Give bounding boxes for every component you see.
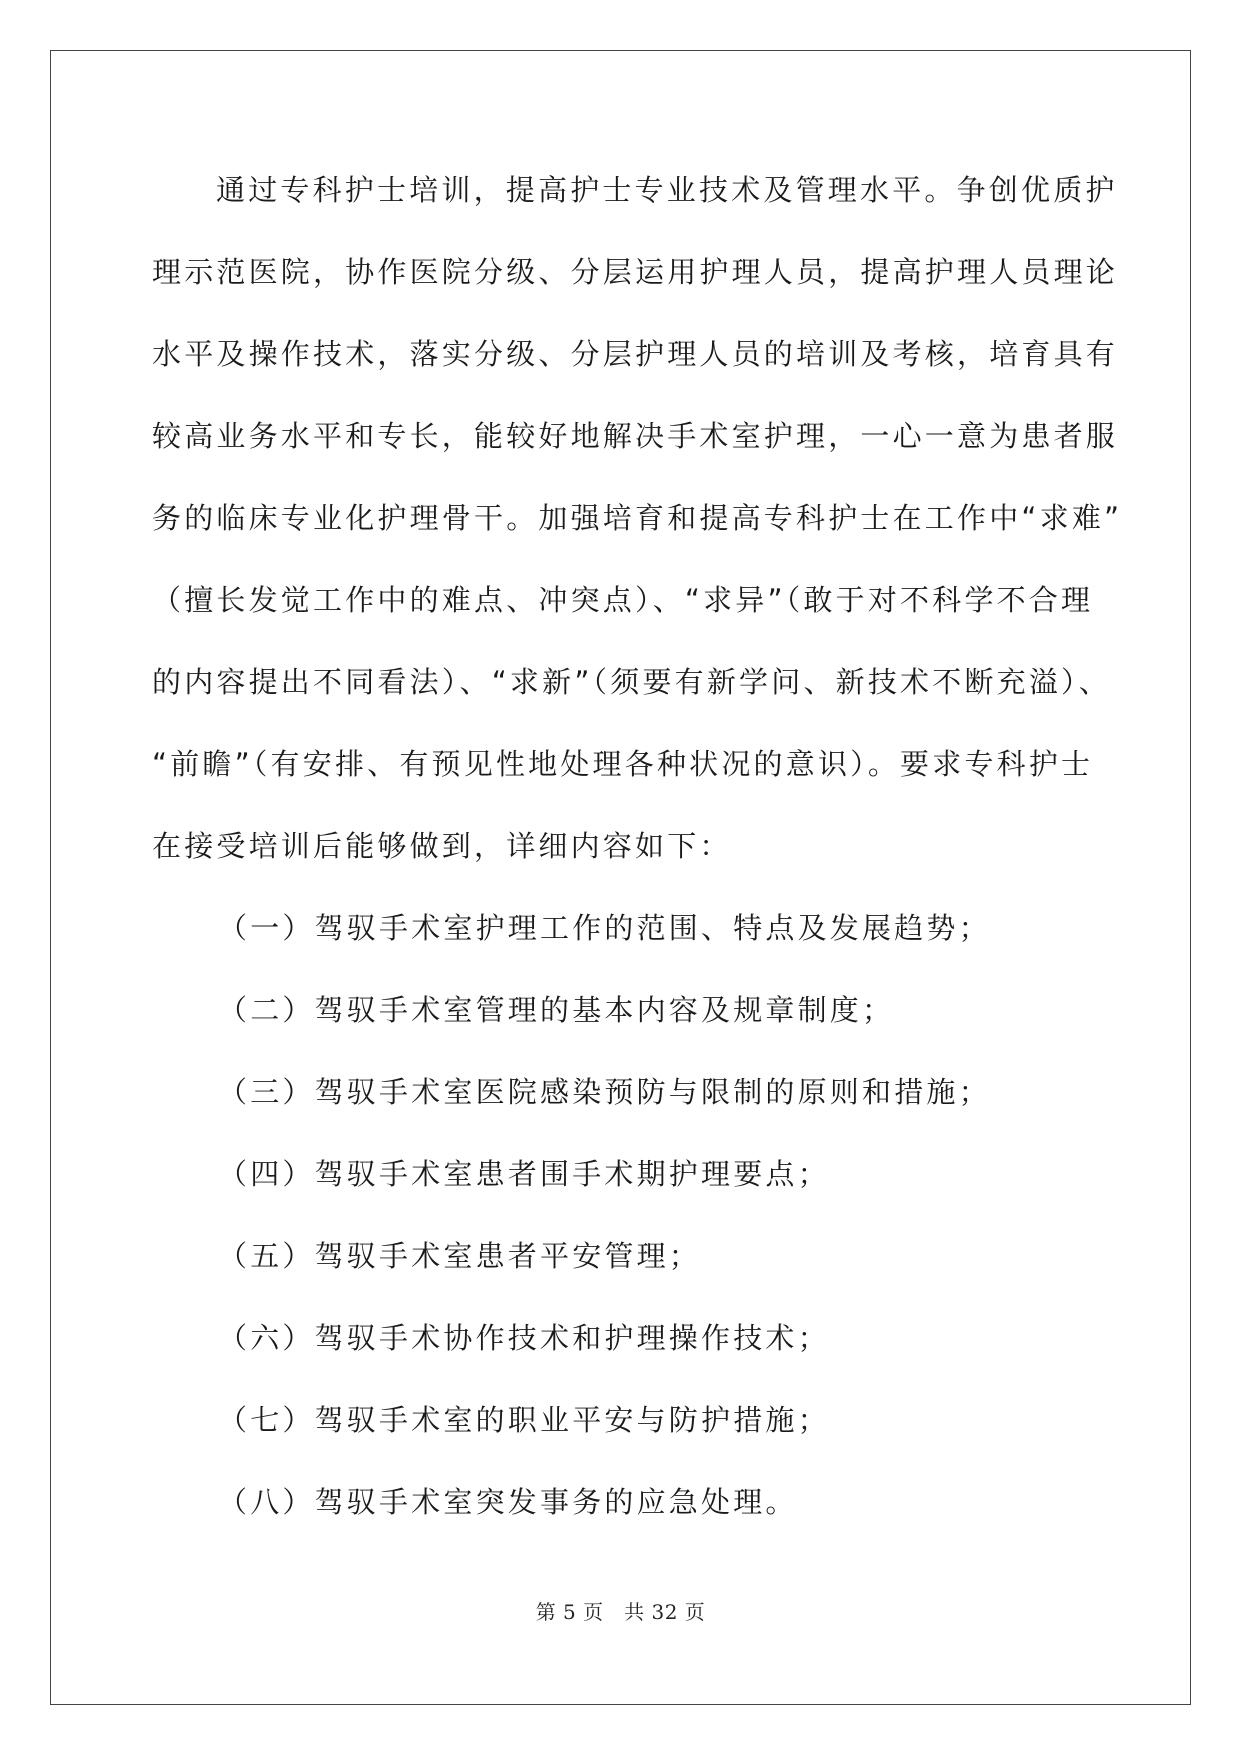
paragraph-line: 较高业务水平和专长，能较好地解决手术室护理，一心一意为患者服 — [152, 419, 1119, 453]
list-item: （四）驾驭手术室患者围手术期护理要点； — [218, 1157, 830, 1191]
list-item: （三）驾驭手术室医院感染预防与限制的原则和措施； — [218, 1075, 991, 1109]
paragraph-line: 水平及操作技术，落实分级、分层护理人员的培训及考核，培育具有 — [152, 337, 1119, 371]
document-body — [152, 165, 1123, 1559]
list-item: （七）驾驭手术室的职业平安与防护措施； — [218, 1403, 830, 1437]
paragraph-line: 理示范医院，协作医院分级、分层运用护理人员，提高护理人员理论 — [152, 255, 1119, 289]
list-item: （五）驾驭手术室患者平安管理； — [218, 1239, 702, 1273]
list-item: （二）驾驭手术室管理的基本内容及规章制度； — [218, 993, 895, 1027]
paragraph-line: “前瞻”（有安排、有预见性地处理各种状况的意识）。要求专科护士 — [152, 747, 1094, 781]
list-item: （六）驾驭手术协作技术和护理操作技术； — [218, 1321, 830, 1355]
list-item: （一）驾驭手术室护理工作的范围、特点及发展趋势； — [218, 911, 991, 945]
paragraph-line: 务的临床专业化护理骨干。加强培育和提高专科护士在工作中“求难” — [152, 501, 1123, 535]
paragraph-line: 的内容提出不同看法）、“求新”（须要有新学问、新技术不断充溢）、 — [152, 665, 1111, 699]
page-number: 第 5 页 共 32 页 — [535, 1600, 706, 1624]
paragraph-line: 通过专科护士培训，提高护士专业技术及管理水平。争创优质护 — [216, 173, 1118, 207]
paragraph-line: （擅长发觉工作中的难点、冲突点）、“求异”（敢于对不科学不合理 — [152, 583, 1094, 617]
paragraph-line: 在接受培训后能够做到，详细内容如下： — [152, 829, 732, 863]
list-item: （八）驾驭手术室突发事务的应急处理。 — [218, 1485, 798, 1519]
